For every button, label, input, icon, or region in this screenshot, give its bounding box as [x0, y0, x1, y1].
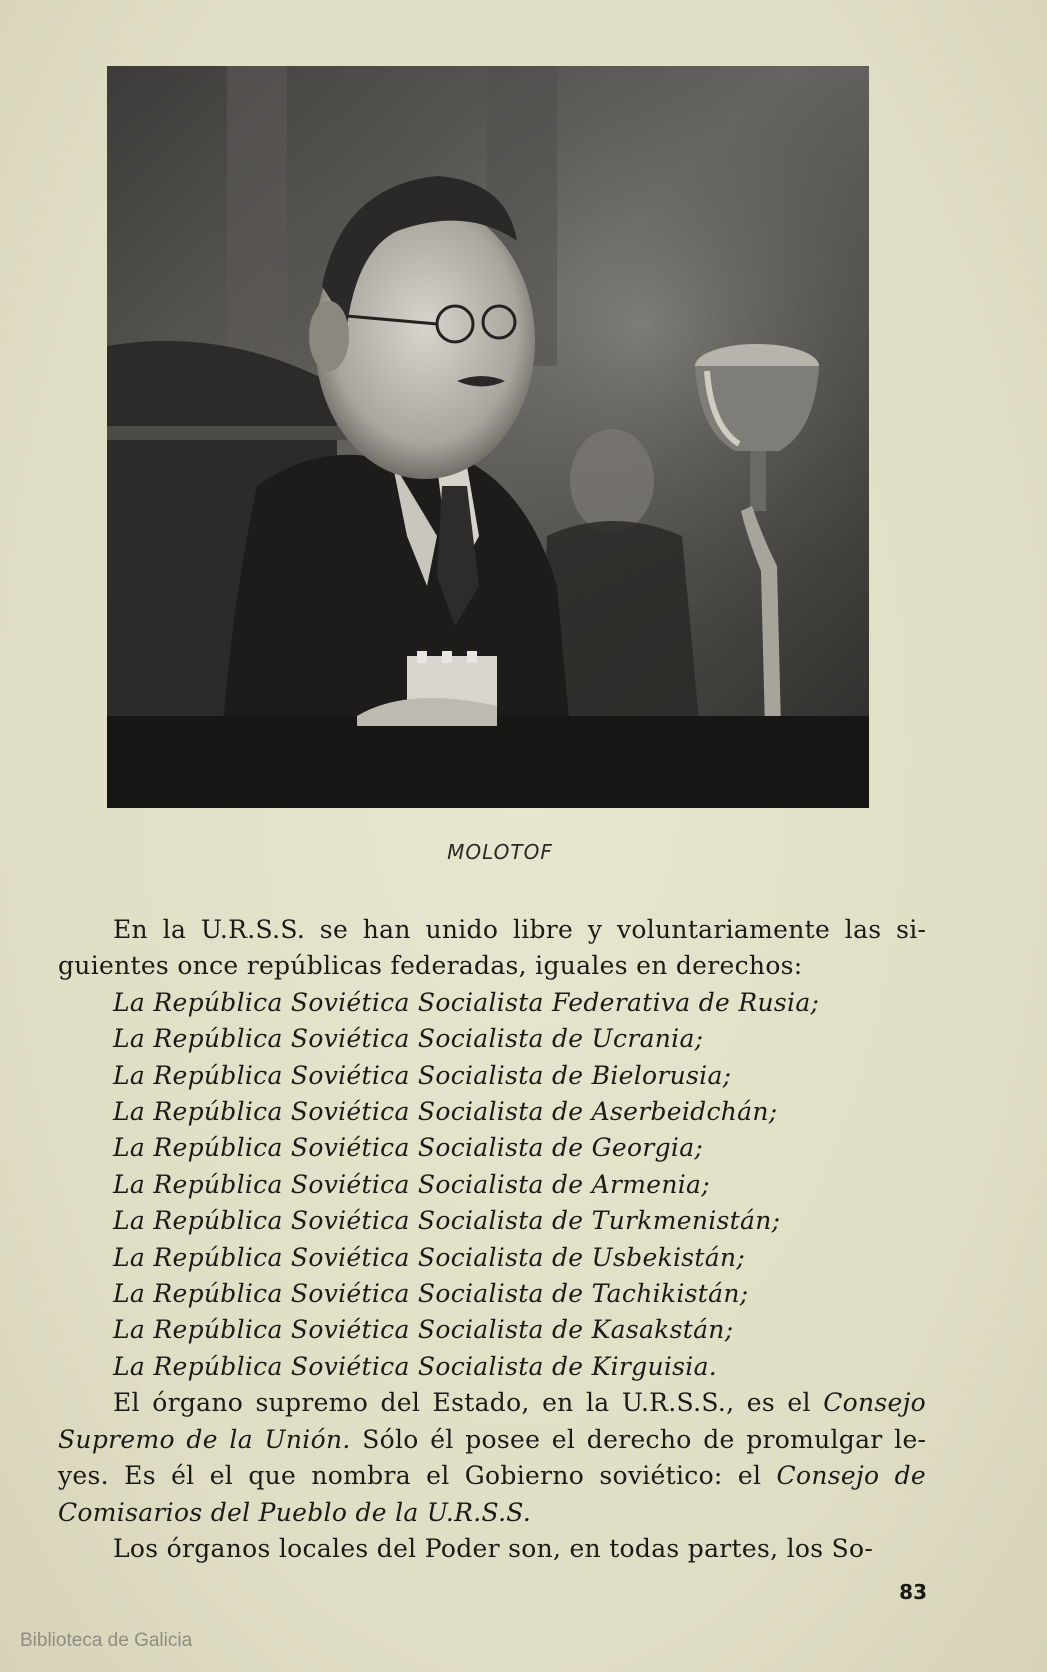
- page-number: 83: [899, 1580, 927, 1604]
- list-item: La República Soviética Socialista de Kasakstán;: [113, 1315, 734, 1345]
- emphasis-text: Consejo de Comisarios del Pueblo de la U.R.S.S.: [58, 1461, 926, 1527]
- photo-caption: MOLOTOF: [447, 840, 553, 864]
- emphasis-text: Consejo Supremo de la Unión.: [58, 1388, 926, 1454]
- paragraph-text: Sólo él posee el derecho de promulgar leyes. Es él el que nombra el Gobierno soviético: el: [58, 1424, 926, 1491]
- list-item: La República Soviética Socialista Federativa de Rusia;: [113, 987, 820, 1017]
- list-item: La República Soviética Socialista de Georgia;: [113, 1133, 704, 1163]
- republic-list: [58, 985, 926, 1385]
- paragraph-text: El órgano supremo del Estado, en la U.R.S.S., es el: [113, 1388, 824, 1418]
- supreme-organ-paragraph: [58, 1385, 926, 1531]
- list-item: La República Soviética Socialista de Armenia;: [113, 1169, 710, 1199]
- list-item: La República Soviética Socialista de Ucrania;: [113, 1024, 704, 1054]
- list-item: La República Soviética Socialista de Turkmenistán;: [113, 1206, 781, 1236]
- intro-paragraph: En la U.R.S.S. se han unido libre y voluntariamente las siguientes once repúblicas federadas, iguales en derechos:: [58, 915, 926, 981]
- list-item: La República Soviética Socialista de Tachikistán;: [113, 1279, 749, 1309]
- list-item: La República Soviética Socialista de Kirguisia.: [113, 1351, 718, 1381]
- body-text: [58, 912, 926, 1567]
- list-item: La República Soviética Socialista de Bielorusia;: [113, 1060, 732, 1090]
- list-item: La República Soviética Socialista de Aserbeidchán;: [113, 1097, 778, 1127]
- local-organs-paragraph: Los órganos locales del Poder son, en todas partes, los So-: [113, 1533, 874, 1563]
- library-watermark: Biblioteca de Galicia: [20, 1630, 193, 1651]
- list-item: La República Soviética Socialista de Usbekistán;: [113, 1242, 746, 1272]
- portrait-photo: [107, 66, 869, 808]
